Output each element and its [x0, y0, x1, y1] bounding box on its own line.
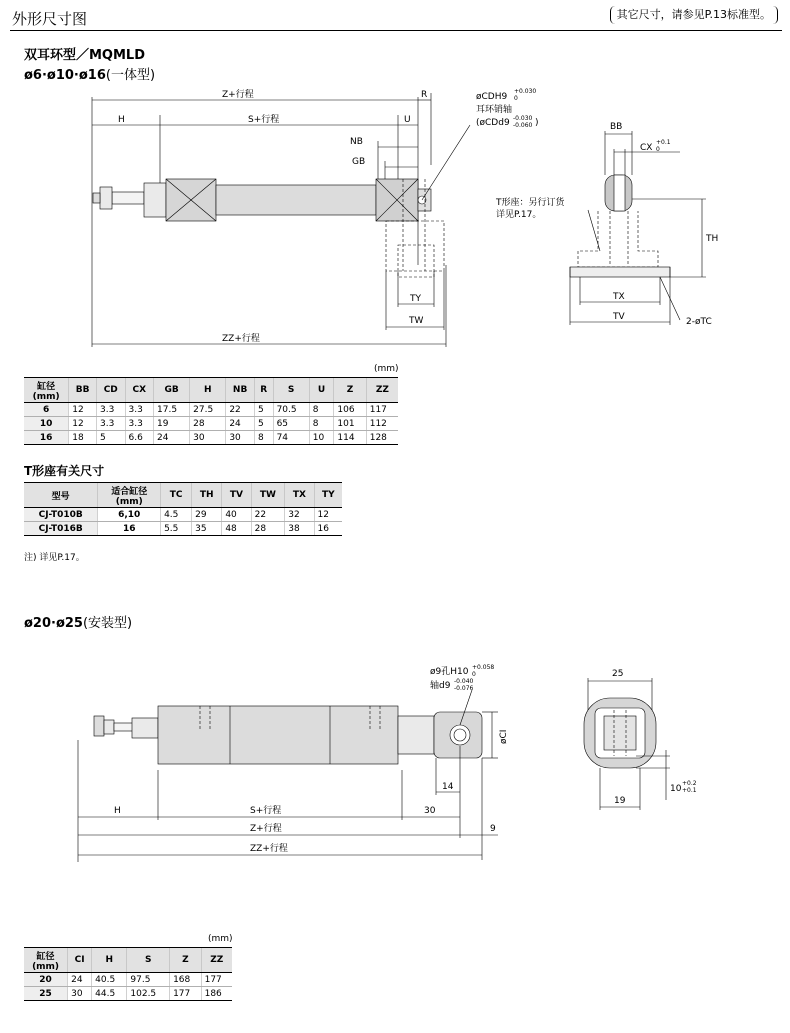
table-cell: 10: [309, 431, 334, 445]
table-header-cell: TW: [251, 483, 285, 508]
section2-type: (安装型): [82, 616, 133, 631]
cdh9-tol-lower: 0: [514, 95, 518, 102]
dim-cdd9: (øCDd9: [476, 118, 510, 128]
dim-19: 19: [614, 796, 626, 806]
dim-ty: TY: [410, 294, 421, 304]
table-cell: 5: [254, 403, 273, 417]
table-header-cell: TC: [161, 483, 192, 508]
table-header-row: [24, 483, 342, 508]
d10-tol-upper: +0.2: [682, 780, 697, 787]
table2-title: T形座有关尺寸: [24, 464, 105, 478]
table-header-cell: R: [254, 378, 273, 403]
hole-tol-upper: +0.058: [472, 664, 495, 671]
table-cell: 38: [285, 522, 314, 536]
table-cell: 8: [309, 403, 334, 417]
table-header-cell: U: [309, 378, 334, 403]
table-cell: 101: [334, 417, 366, 431]
table-cell: 40.5: [92, 973, 127, 987]
hole-tol-lower: 0: [472, 671, 476, 678]
table-cell: 128: [366, 431, 398, 445]
cdd9-tol-upper: -0.030: [513, 115, 533, 122]
tbracket-dimension-table: [24, 482, 342, 536]
table-cell: 16: [314, 522, 342, 536]
table1-unit: (mm): [374, 364, 399, 374]
table-cell: 24: [154, 431, 190, 445]
table-cell: 28: [190, 417, 226, 431]
table-cell: 17.5: [154, 403, 190, 417]
table-cell: 19: [154, 417, 190, 431]
dim-h2: H: [114, 806, 121, 816]
page-header: [0, 0, 790, 30]
table-header-row: [24, 378, 398, 403]
dim-tw: TW: [409, 316, 424, 326]
table-cell: 32: [285, 508, 314, 522]
table-header-cell: 适合缸径 (mm): [98, 483, 161, 508]
table-cell: 65: [273, 417, 309, 431]
header-divider: [10, 30, 782, 31]
table-cell: 114: [334, 431, 366, 445]
table-cell: 29: [192, 508, 222, 522]
table2-note: 注) 详见P.17。: [24, 553, 85, 563]
dim-30: 30: [424, 806, 436, 816]
table-header-cell: GB: [154, 378, 190, 403]
tbracket-note: T形座：另行订货: [496, 198, 565, 208]
dim-z-stroke2: Z+行程: [250, 824, 282, 834]
table-cell: 186: [201, 987, 232, 1001]
table-cell: 3.3: [125, 417, 154, 431]
section2-bores: ø20·ø25: [24, 616, 83, 631]
dim-bb: BB: [610, 122, 623, 132]
dim-s-stroke2: S+行程: [250, 806, 282, 816]
section1-bores: ø6·ø10·ø16: [24, 68, 106, 83]
table-header-cell: CD: [96, 378, 125, 403]
dim-nb: NB: [350, 137, 363, 147]
table-cell: 30: [226, 431, 255, 445]
table-cell: 5: [254, 417, 273, 431]
table-cell: 177: [201, 973, 232, 987]
table-cell: 106: [334, 403, 366, 417]
dim-10: 10: [670, 784, 682, 794]
dim-r: R: [421, 90, 428, 100]
table-cell: 10: [24, 417, 69, 431]
dim-9: 9: [490, 824, 496, 834]
table-cell: 18: [69, 431, 97, 445]
table-cell: 24: [226, 417, 255, 431]
table-row: [24, 403, 398, 417]
table-header-cell: H: [92, 948, 127, 973]
table-header-cell: Z: [170, 948, 202, 973]
mounting-side-view-drawing: [570, 660, 720, 825]
hole-label: ø9孔H10: [430, 667, 469, 677]
table-cell: 48: [222, 522, 251, 536]
section1-subtitle: [24, 64, 155, 83]
dim-zz-stroke: ZZ+行程: [222, 334, 260, 344]
table3-unit: (mm): [208, 934, 233, 944]
table-cell: 12: [314, 508, 342, 522]
table-header-cell: TX: [285, 483, 314, 508]
dim-cx: CX: [640, 143, 653, 153]
table-cell: 177: [170, 987, 202, 1001]
table-cell: 27.5: [190, 403, 226, 417]
table-cell: 35: [192, 522, 222, 536]
table-header-row: [24, 948, 232, 973]
shaft-tol-upper: -0.040: [454, 678, 474, 685]
table-row: [24, 987, 232, 1001]
table-cell: 5: [96, 431, 125, 445]
table-cell: 24: [68, 973, 92, 987]
table-cell: 3.3: [96, 417, 125, 431]
table-header-cell: H: [190, 378, 226, 403]
table-cell: 6: [24, 403, 69, 417]
table-cell: 25: [24, 987, 68, 1001]
table-header-cell: S: [127, 948, 170, 973]
table-cell: 102.5: [127, 987, 170, 1001]
table-cell: 3.3: [96, 403, 125, 417]
table-row: [24, 417, 398, 431]
pin-label: 耳环销轴: [476, 105, 513, 115]
table-cell: 20: [24, 973, 68, 987]
dim-tv: TV: [613, 312, 625, 322]
dim-zz-stroke2: ZZ+行程: [250, 844, 288, 854]
table-cell: 6,10: [98, 508, 161, 522]
table-row: [24, 973, 232, 987]
table-cell: CJ-T010B: [24, 508, 98, 522]
table-cell: 8: [254, 431, 273, 445]
table-row: [24, 508, 342, 522]
d10-tol-lower: +0.1: [682, 787, 697, 794]
table-header-cell: NB: [226, 378, 255, 403]
cdd9-close: ): [535, 118, 539, 128]
table-cell: 117: [366, 403, 398, 417]
dim-th: TH: [706, 234, 719, 244]
table-cell: 74: [273, 431, 309, 445]
table-header-cell: TY: [314, 483, 342, 508]
table-cell: 30: [68, 987, 92, 1001]
table-header-cell: 缸径 (mm): [24, 948, 68, 973]
table-cell: 4.5: [161, 508, 192, 522]
table-cell: 40: [222, 508, 251, 522]
page-title: 外形尺寸图: [12, 10, 88, 28]
cdh9-tol-upper: +0.030: [514, 88, 537, 95]
section1-type: (一体型): [105, 68, 156, 83]
dim-z-stroke: Z+行程: [222, 90, 254, 100]
table-header-cell: TH: [192, 483, 222, 508]
dim-gb: GB: [352, 157, 366, 167]
dim-25: 25: [612, 669, 624, 679]
table-cell: 3.3: [125, 403, 154, 417]
dim-tx: TX: [613, 292, 625, 302]
dim-cdh9: øCDH9: [476, 92, 508, 102]
dim-s-stroke: S+行程: [248, 115, 280, 125]
cx-tol-lower: 0: [656, 146, 660, 153]
table-cell: 112: [366, 417, 398, 431]
shaft-label: 轴d9: [430, 681, 451, 691]
table-header-cell: 缸径 (mm): [24, 378, 69, 403]
table-cell: 44.5: [92, 987, 127, 1001]
dim-14: 14: [442, 782, 454, 792]
table-header-cell: TV: [222, 483, 251, 508]
cx-tol-upper: +0.1: [656, 139, 671, 146]
table-row: [24, 522, 342, 536]
dim-ci: øCI: [499, 729, 509, 744]
table-header-cell: S: [273, 378, 309, 403]
table-header-cell: ZZ: [201, 948, 232, 973]
section2-subtitle: [24, 612, 132, 631]
table-cell: 168: [170, 973, 202, 987]
clevis-dimension-table: [24, 377, 398, 445]
table-cell: 22: [226, 403, 255, 417]
table-cell: CJ-T016B: [24, 522, 98, 536]
table-cell: 70.5: [273, 403, 309, 417]
dim-u: U: [404, 115, 411, 125]
clevis-side-view-drawing: [480, 115, 760, 345]
reference-note: 其它尺寸，请参见P.13标准型。: [610, 6, 778, 24]
table-header-cell: ZZ: [366, 378, 398, 403]
table-row: [24, 431, 398, 445]
table-cell: 16: [24, 431, 69, 445]
table-cell: 12: [69, 417, 97, 431]
table-header-cell: CX: [125, 378, 154, 403]
table-cell: 12: [69, 403, 97, 417]
table-header-cell: CI: [68, 948, 92, 973]
table-cell: 8: [309, 417, 334, 431]
table-cell: 16: [98, 522, 161, 536]
mounting-dimension-table: [24, 947, 232, 1001]
dim-tc: 2-øTC: [686, 317, 712, 327]
dim-h: H: [118, 115, 125, 125]
table-cell: 5.5: [161, 522, 192, 536]
table-header-cell: 型号: [24, 483, 98, 508]
mounting-cylinder-drawing: [0, 650, 540, 865]
table-cell: 30: [190, 431, 226, 445]
table-cell: 6.6: [125, 431, 154, 445]
shaft-tol-lower: -0.076: [454, 685, 474, 692]
table-cell: 28: [251, 522, 285, 536]
table-cell: 97.5: [127, 973, 170, 987]
cdd9-tol-lower: -0.060: [513, 122, 533, 129]
table-cell: 22: [251, 508, 285, 522]
table-header-cell: BB: [69, 378, 97, 403]
table-header-cell: Z: [334, 378, 366, 403]
tbracket-ref: 详见P.17。: [496, 210, 542, 220]
section1-title: 双耳环型／MQMLD: [24, 48, 145, 63]
